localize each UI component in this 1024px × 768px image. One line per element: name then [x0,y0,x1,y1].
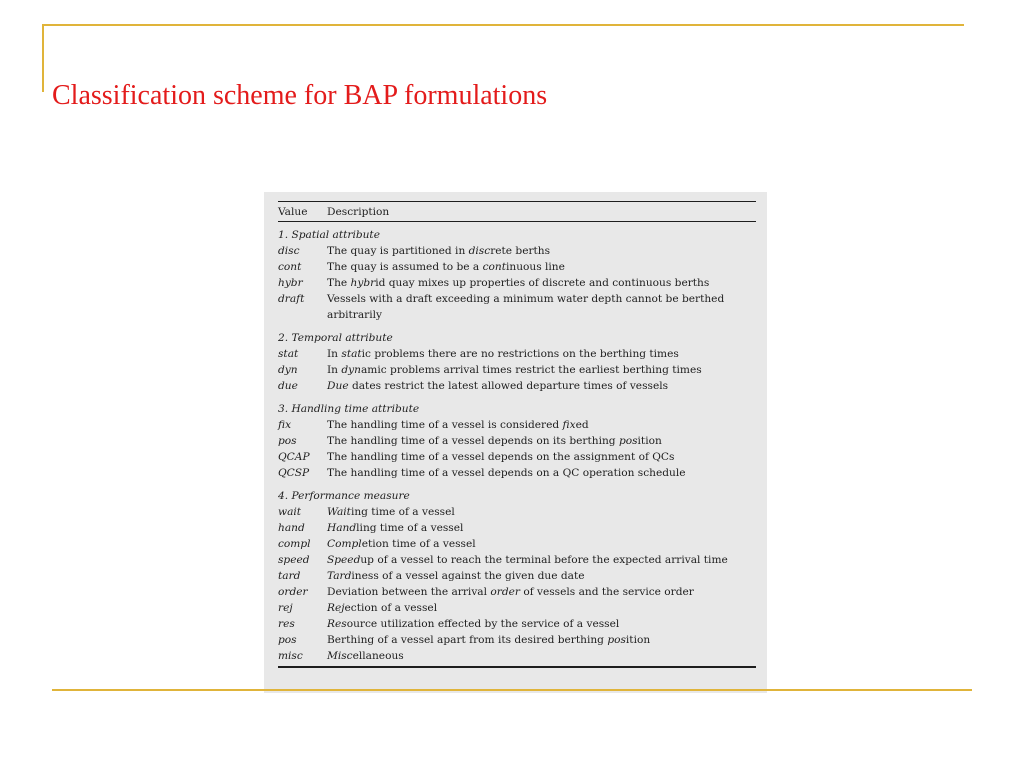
table-row [278,449,756,465]
description-text: id quay mixes up properties of discrete and continuous berths [375,277,710,289]
row-value-code: res [278,618,295,630]
table-row [278,243,756,259]
row-value-code: dyn [278,364,298,376]
description-text: ection of a vessel [344,602,438,614]
description-abbrev-emphasis: stat [341,348,362,360]
table-row [278,291,756,323]
description-text: etion time of a vessel [361,538,476,550]
description-text: iness of a vessel against the given due date [351,570,585,582]
description-abbrev-emphasis: Rej [327,602,345,614]
row-description [327,600,756,616]
description-abbrev-emphasis: pos [607,634,626,646]
description-text: rete berths [490,245,551,257]
table-row [278,504,756,520]
top-left-accent-tick [42,24,44,92]
row-description [327,417,756,433]
description-text: of vessels and the service order [519,586,694,598]
description-abbrev-emphasis: Res [327,618,347,630]
classification-table [278,201,756,668]
row-value-code: cont [278,261,302,273]
table-row [278,600,756,616]
row-value-code: compl [278,538,311,550]
row-value-code: tard [278,570,301,582]
row-description [327,362,756,378]
table-row [278,378,756,394]
row-description [327,536,756,552]
description-text: Vessels with a draft exceeding a minimum water depth cannot be berthed arbitrarily [327,293,725,321]
description-text: up of a vessel to reach the terminal before the expected arrival time [360,554,728,566]
description-abbrev-emphasis: order [490,586,520,598]
description-text: ellaneous [352,650,404,662]
table-section [278,396,756,483]
bottom-accent-rule [52,689,972,691]
description-abbrev-emphasis: fix [562,419,576,431]
description-text: ition [637,435,662,447]
description-abbrev-emphasis: pos [618,435,638,447]
row-description [327,291,756,323]
description-text: The handling time of a vessel depends on its berthing [327,435,619,447]
description-abbrev-emphasis: Hand [327,522,357,534]
description-abbrev-emphasis: dyn [341,364,361,376]
description-text: ic problems there are no restrictions on the berthing times [361,348,679,360]
description-text: Berthing of a vessel apart from its desired berthing [327,634,608,646]
row-description [327,259,756,275]
table-row [278,362,756,378]
description-abbrev-emphasis: cont [482,261,506,273]
table-row [278,346,756,362]
description-text: In [327,364,342,376]
row-description [327,243,756,259]
description-abbrev-emphasis: disc [468,245,491,257]
row-description [327,465,756,481]
table-section [278,483,756,666]
row-description [327,433,756,449]
description-text: The handling time of a vessel depends on the assignment of QCs [327,451,675,463]
table-row [278,536,756,552]
row-value-code: speed [278,554,310,566]
table-row [278,433,756,449]
row-description [327,584,756,600]
table-header-row [278,202,756,221]
column-header-description: Description [327,206,390,218]
section-title: 1. Spatial attribute [278,229,380,241]
description-abbrev-emphasis: Misc [327,650,353,662]
description-abbrev-emphasis: Tard [327,570,352,582]
row-description [327,632,756,648]
row-value-code: QCAP [278,451,310,463]
description-abbrev-emphasis: Speed [327,554,361,566]
table-row [278,259,756,275]
table-row [278,616,756,632]
table-row [278,520,756,536]
table-body [278,222,756,666]
row-value-code: stat [278,348,299,360]
row-value-code: hand [278,522,305,534]
description-text: ition [625,634,651,646]
row-value-code: pos [278,634,297,646]
row-description [327,378,756,394]
description-text: The quay is assumed to be a [327,261,483,273]
row-description [327,520,756,536]
description-text: ing time of a vessel [350,506,455,518]
column-header-value: Value [278,206,308,218]
description-text: The handling time of a vessel depends on a QC operation schedule [327,467,686,479]
description-abbrev-emphasis: Due [327,380,349,392]
classification-table-image [264,192,767,693]
row-value-code: order [278,586,308,598]
row-description [327,346,756,362]
row-value-code: disc [278,245,300,257]
section-title: 2. Temporal attribute [278,332,393,344]
description-text: ling time of a vessel [356,522,464,534]
description-abbrev-emphasis: Compl [327,538,362,550]
description-text: ed [575,419,589,431]
row-description [327,648,756,664]
row-description [327,616,756,632]
table-row [278,568,756,584]
description-text: ource utilization effected by the service of a vessel [346,618,620,630]
table-row [278,417,756,433]
description-text: The [327,277,351,289]
table-bottom-rule [278,666,756,668]
row-value-code: draft [278,293,305,305]
table-row [278,275,756,291]
description-text: In [327,348,342,360]
table-row [278,552,756,568]
row-description [327,552,756,568]
top-accent-rule [42,24,964,26]
slide-title: Classification scheme for BAP formulations [52,80,548,111]
row-value-code: hybr [278,277,303,289]
row-value-code: pos [278,435,297,447]
table-row [278,584,756,600]
description-text: Deviation between the arrival [327,586,491,598]
description-abbrev-emphasis: Wait [327,506,351,518]
row-value-code: misc [278,650,303,662]
table-row [278,465,756,481]
description-text: The quay is partitioned in [327,245,469,257]
table-section [278,325,756,396]
row-value-code: fix [278,419,292,431]
description-text: The handling time of a vessel is considered [327,419,563,431]
description-text: amic problems arrival times restrict the earliest berthing times [360,364,702,376]
table-row [278,648,756,664]
row-value-code: wait [278,506,302,518]
table-row [278,632,756,648]
description-text: inuous line [505,261,565,273]
description-text: dates restrict the latest allowed departure times of vessels [348,380,669,392]
description-abbrev-emphasis: hybr [350,277,376,289]
row-description [327,568,756,584]
section-title: 3. Handling time attribute [278,403,420,415]
row-description [327,449,756,465]
row-value-code: QCSP [278,467,310,479]
section-title: 4. Performance measure [278,490,410,502]
table-section [278,222,756,325]
row-description [327,275,756,291]
row-value-code: due [278,380,298,392]
row-description [327,504,756,520]
row-value-code: rej [278,602,293,614]
